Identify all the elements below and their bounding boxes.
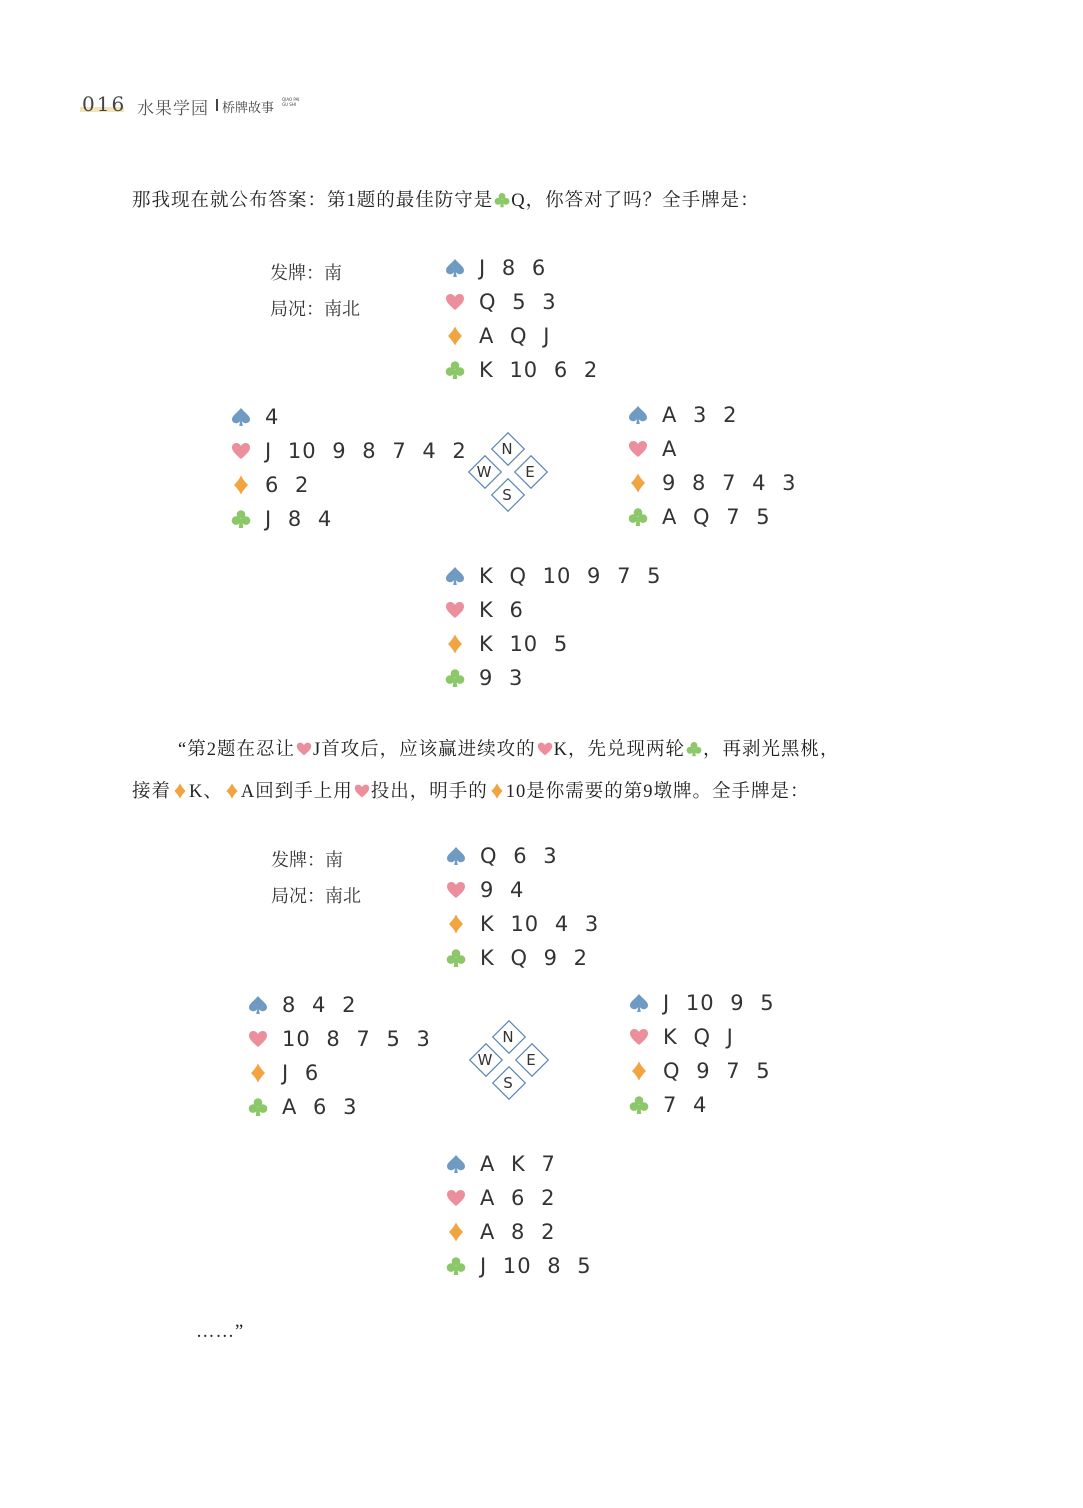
- diamond-icon: [446, 914, 466, 934]
- deal2-west-spades: [248, 988, 431, 1022]
- card-list: A 6 3: [282, 1095, 358, 1119]
- diamond-icon: [628, 473, 648, 493]
- deal1-west-diamonds: [231, 468, 467, 502]
- club-icon: [445, 360, 465, 380]
- card-list: A Q 7 5: [662, 505, 771, 529]
- heart-icon: [446, 1188, 466, 1208]
- deal2-info: [271, 843, 361, 915]
- card-list: J 6: [282, 1061, 320, 1085]
- deal1-info: [270, 256, 360, 328]
- deal2-north-spades: [446, 839, 599, 873]
- card-list: A 3 2: [662, 403, 738, 427]
- section-title: 桥牌故事: [222, 101, 275, 116]
- deal2-east-clubs: [629, 1088, 775, 1122]
- card-list: J 8 4: [265, 507, 333, 531]
- deal1-west-spades: [231, 400, 467, 434]
- card-list: Q 6 3: [480, 844, 558, 868]
- diamond-icon: [629, 1061, 649, 1081]
- heart-icon: [445, 600, 465, 620]
- card-list: K 10 6 2: [479, 358, 599, 382]
- compass-east: E: [526, 1051, 536, 1069]
- ending-ellipsis: ……”: [196, 1322, 245, 1342]
- deal1-south-hearts: [445, 593, 661, 627]
- deal1-east-hearts: [628, 432, 797, 466]
- card-list: 8 4 2: [282, 993, 357, 1017]
- club-icon: [445, 668, 465, 688]
- text: J首攻后，应该赢进续攻的: [312, 740, 536, 760]
- deal2-east-hearts: [629, 1020, 775, 1054]
- spade-icon: [628, 405, 648, 425]
- deal2-north-diamonds: [446, 907, 599, 941]
- deal2-north-hearts: [446, 873, 599, 907]
- intro-text-1: 那我现在就公布答案：第1题的最佳防守是: [132, 191, 494, 211]
- card-list: 4: [265, 405, 280, 429]
- card-list: J 10 9 5: [663, 991, 775, 1015]
- compass-south: S: [502, 486, 512, 504]
- spade-icon: [445, 258, 465, 278]
- deal1-east-hand: [628, 398, 797, 534]
- deal1-north-clubs: [445, 353, 598, 387]
- deal1-south-hand: [445, 559, 661, 695]
- heart-icon: [446, 880, 466, 900]
- deal2-west-clubs: [248, 1090, 431, 1124]
- deal2-west-hand: [248, 988, 431, 1124]
- deal2-west-diamonds: [248, 1056, 431, 1090]
- deal2-south-hearts: [446, 1181, 592, 1215]
- deal2-compass: [459, 1010, 559, 1110]
- compass-north: N: [502, 1028, 514, 1046]
- card-list: 6 2: [265, 473, 310, 497]
- card-list: A Q J: [479, 324, 551, 348]
- card-list: J 8 6: [479, 256, 547, 280]
- book-title: 水果学园: [137, 99, 209, 119]
- deal1-south-spades: [445, 559, 661, 593]
- card-list: 10 8 7 5 3: [282, 1027, 431, 1051]
- club-icon: [628, 507, 648, 527]
- deal1-west-clubs: [231, 502, 467, 536]
- deal2-dealer: 发牌：南: [271, 850, 343, 871]
- compass-west: W: [476, 463, 492, 481]
- text: A回到手上用: [240, 782, 353, 802]
- spade-icon: [231, 407, 251, 427]
- heart-icon: [629, 1027, 649, 1047]
- deal1-east-spades: [628, 398, 797, 432]
- deal1-north-hand: [445, 251, 598, 387]
- deal2-east-diamonds: [629, 1054, 775, 1088]
- spade-icon: [446, 1154, 466, 1174]
- heart-icon: [231, 441, 251, 461]
- card-list: 7 4: [663, 1093, 708, 1117]
- deal2-south-diamonds: [446, 1215, 592, 1249]
- diamond-icon: [172, 783, 188, 799]
- heart-icon: [445, 292, 465, 312]
- text: K、: [189, 782, 223, 802]
- deal1-south-diamonds: [445, 627, 661, 661]
- para2-line1: [178, 735, 840, 761]
- card-list: J 10 8 5: [480, 1254, 592, 1278]
- heart-icon: [296, 741, 312, 757]
- intro-text-2: Q，你答对了吗？全手牌是：: [511, 191, 760, 211]
- heart-icon: [628, 439, 648, 459]
- text: 投出，明手的: [370, 782, 488, 802]
- deal2-west-hearts: [248, 1022, 431, 1056]
- club-icon: [248, 1097, 268, 1117]
- spade-icon: [629, 993, 649, 1013]
- deal1-east-clubs: [628, 500, 797, 534]
- card-list: 9 8 7 4 3: [662, 471, 797, 495]
- deal1-north-diamonds: [445, 319, 598, 353]
- deal2-north-clubs: [446, 941, 599, 975]
- deal1-east-diamonds: [628, 466, 797, 500]
- card-list: 9 3: [479, 666, 524, 690]
- compass-west: W: [477, 1051, 493, 1069]
- header-divider: [216, 99, 218, 111]
- diamond-icon: [445, 326, 465, 346]
- card-list: K 10 4 3: [480, 912, 600, 936]
- card-list: A 6 2: [480, 1186, 556, 1210]
- heart-icon: [537, 741, 553, 757]
- heart-icon: [248, 1029, 268, 1049]
- deal2-south-spades: [446, 1147, 592, 1181]
- club-icon: [686, 741, 702, 757]
- deal1-north-spades: [445, 251, 598, 285]
- card-list: A 8 2: [480, 1220, 556, 1244]
- text: 接着: [132, 782, 172, 802]
- diamond-icon: [224, 783, 240, 799]
- deal1-south-clubs: [445, 661, 661, 695]
- deal2-south-clubs: [446, 1249, 592, 1283]
- compass-south: S: [503, 1074, 513, 1092]
- card-list: Q 9 7 5: [663, 1059, 771, 1083]
- deal2-south-hand: [446, 1147, 592, 1283]
- section-logo: [282, 97, 300, 107]
- deal2-east-spades: [629, 986, 775, 1020]
- card-list: Q 5 3: [479, 290, 557, 314]
- text: ，再剥光黑桃，: [703, 740, 840, 760]
- text: “第2题在忍让: [178, 740, 295, 760]
- intro-paragraph: [132, 186, 760, 212]
- section-logo-line2: GU SHI: [282, 102, 297, 107]
- text: K，先兑现两轮: [553, 740, 686, 760]
- compass-north: N: [501, 440, 513, 458]
- deal1-dealer: 发牌：南: [270, 263, 342, 284]
- text: 10是你需要的第9墩牌。全手牌是：: [505, 782, 810, 802]
- club-icon: [446, 948, 466, 968]
- card-list: K 6: [479, 598, 524, 622]
- deal1-west-hand: [231, 400, 467, 536]
- card-list: K Q 9 2: [480, 946, 589, 970]
- spade-icon: [248, 995, 268, 1015]
- deal2-vulnerability: 局况：南北: [271, 886, 361, 907]
- spade-icon: [446, 846, 466, 866]
- club-icon: [629, 1095, 649, 1115]
- card-list: K 10 5: [479, 632, 569, 656]
- diamond-icon: [489, 783, 505, 799]
- compass-east: E: [525, 463, 535, 481]
- page-number: 016: [82, 92, 127, 116]
- deal1-north-hearts: [445, 285, 598, 319]
- card-list: K Q 10 9 7 5: [479, 564, 662, 588]
- diamond-icon: [248, 1063, 268, 1083]
- card-list: J 10 9 8 7 4 2: [265, 439, 467, 463]
- section-logo-line1: QIAO PAI: [282, 97, 300, 102]
- card-list: A: [662, 437, 678, 461]
- deal2-north-hand: [446, 839, 599, 975]
- diamond-icon: [445, 634, 465, 654]
- card-list: K Q J: [663, 1025, 734, 1049]
- diamond-icon: [231, 475, 251, 495]
- club-icon: [231, 509, 251, 529]
- para2-line2: [132, 777, 810, 803]
- diamond-icon: [446, 1222, 466, 1242]
- club-icon: [494, 192, 510, 208]
- deal2-east-hand: [629, 986, 775, 1122]
- card-list: A K 7: [480, 1152, 556, 1176]
- club-icon: [446, 1256, 466, 1276]
- deal1-vulnerability: 局况：南北: [270, 299, 360, 320]
- spade-icon: [445, 566, 465, 586]
- heart-icon: [354, 783, 370, 799]
- deal1-west-hearts: [231, 434, 467, 468]
- deal1-compass: [458, 422, 558, 522]
- card-list: 9 4: [480, 878, 525, 902]
